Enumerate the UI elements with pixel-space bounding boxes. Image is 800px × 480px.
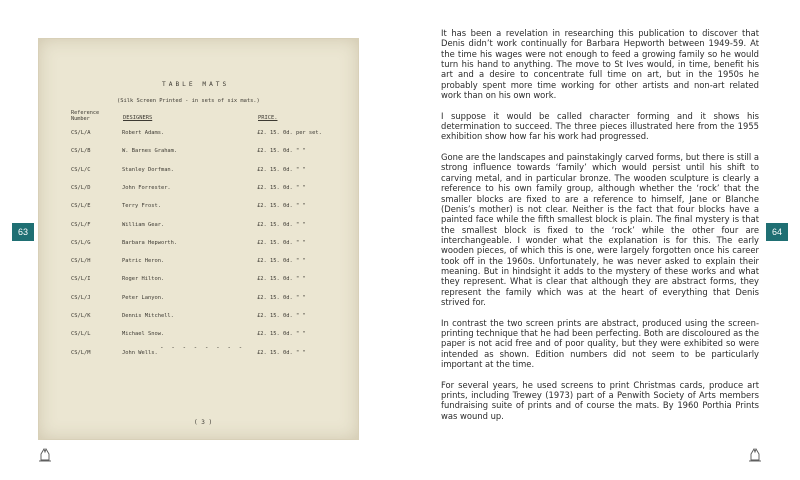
document-subtitle: (Silk Screen Printed - in sets of six mats.) — [117, 98, 260, 104]
document-page-number: ( 3 ) — [194, 419, 213, 426]
designer-name: Patric Heron. — [122, 258, 165, 265]
designer-name: Dennis Mitchell. — [122, 313, 174, 319]
body-text-column — [441, 28, 759, 431]
reference-number: CS/L/D — [71, 184, 91, 191]
designer-name: Roger Hilton. — [122, 276, 165, 283]
reference-number-header: Reference Number — [71, 110, 100, 122]
price-list-row — [71, 222, 341, 234]
paragraph-5: For several years, he used screens to print Christmas cards, produce art prints, including Trewey (1973) part of a Penwith Society of Arts members fundraising suite of prints and of course the mats. By 1960 Porthia Prints was wound up. — [441, 379, 759, 421]
price-list-row — [71, 276, 341, 288]
price-value: £2. 15. 0d. " " — [257, 203, 306, 210]
logo-icon — [748, 446, 762, 462]
price-list-row — [71, 258, 341, 270]
designer-name: John Wells. — [122, 349, 158, 356]
price-list-row — [71, 240, 341, 252]
price-value: £2. 15. 0d. " " — [257, 276, 306, 283]
designer-name: Terry Frost. — [122, 203, 161, 210]
page-number-right: 64 — [766, 223, 788, 241]
reference-number: CS/L/B — [71, 148, 91, 155]
price-list-row — [71, 130, 341, 142]
price-list-row — [71, 185, 341, 197]
designer-name: Stanley Dorfman. — [122, 166, 174, 173]
reference-number: CS/L/J — [71, 294, 91, 301]
page-number-left: 63 — [12, 223, 34, 241]
reference-number: CS/L/L — [71, 331, 91, 338]
price-value: £2. 15. 0d. " " — [257, 239, 306, 246]
price-value: £2. 15. 0d. " " — [257, 166, 306, 173]
reference-number: CS/L/C — [71, 166, 91, 173]
document-title: TABLE MATS — [162, 81, 230, 88]
reference-number: CS/L/M — [71, 349, 91, 356]
price-value: £2. 15. 0d. " " — [257, 294, 306, 301]
price-value: £2. 15. 0d. " " — [257, 313, 306, 319]
price-value: £2. 15. 0d. per set. — [257, 130, 322, 136]
price-list-row — [71, 203, 341, 215]
price-list-row — [71, 167, 341, 179]
designer-name: John Forrester. — [122, 184, 171, 191]
price-value: £2. 15. 0d. " " — [257, 221, 306, 228]
price-list-row — [71, 331, 341, 343]
designer-name: Robert Adams. — [122, 130, 165, 136]
price-value: £2. 15. 0d. " " — [257, 349, 306, 356]
price-list-row — [71, 350, 341, 362]
price-value: £2. 15. 0d. " " — [257, 148, 306, 155]
price-list-row — [71, 313, 341, 325]
price-value: £2. 15. 0d. " " — [257, 184, 306, 191]
paragraph-3: Gone are the landscapes and painstakingly carved forms, but there is still a strong influence towards ‘family’ which would persist until his shift to carving metal, and in particular bronze. The wooden sculpture is clearly a reference to his own family group, although whether the ‘rock’ that the smaller blocks are fixed to are a reference to himself, Jane or Blanche (Denis’s mother) is not clear. Neither is the fact that four blocks have a painted face while the fifth smallest block is plain. The final mystery is that the smallest block is fixed to the ‘rock’ while the other four are interchangeable. I wonder what the explanation is for this. The early wooden pieces, of which this is one, were largely forgotten once his career took off in the 1960s. Unfortunately, he was never asked to explain their meaning. But in hindsight it adds to the mystery of these works and what they represent. What is clear that although they are abstract forms, they represent the family which was at the heart of everything that Denis strived for. — [441, 152, 759, 307]
logo-icon — [38, 446, 52, 462]
designer-name: Barbara Hepworth. — [122, 239, 178, 246]
designer-name: W. Barnes Graham. — [122, 148, 178, 155]
paragraph-1: It has been a revelation in researching this publication to discover that Denis didn’t work continually for Barbara Hepworth between 1949-59. At the time his wages were not enough to feed a growing family so he would turn his hand to anything. The move to St Ives would, in time, benefit his art and a desire to concentrate full time on art, but in the 1950s he probably spent more time working for other artists and non-art related work than on his own work. — [441, 28, 759, 101]
price-value: £2. 15. 0d. " " — [257, 331, 306, 338]
reference-number: CS/L/I — [71, 276, 91, 283]
paragraph-2: I suppose it would be called character forming and it shows his determination to succeed. The three pieces illustrated here from the 1955 exhibition show how far his work had progressed. — [441, 110, 759, 142]
reference-number: CS/L/F — [71, 221, 91, 228]
reference-number: CS/L/G — [71, 239, 91, 246]
price-list-row — [71, 148, 341, 160]
designer-name: William Gear. — [122, 221, 165, 228]
price-list-row — [71, 295, 341, 307]
paragraph-4: In contrast the two screen prints are abstract, produced using the screen-printing technique that he had been perfecting. Both are discoloured as the paper is not acid free and of poor quality, but they were exhibited so were intended as shown. Edition numbers did not seem to be particularly important at the time. — [441, 317, 759, 369]
reference-number: CS/L/E — [71, 203, 91, 210]
reference-number: CS/L/A — [71, 130, 91, 136]
reference-number: CS/L/H — [71, 258, 91, 265]
reference-number: CS/L/K — [71, 313, 91, 319]
dash-separator: - - - - - - - - — [160, 344, 245, 351]
designer-name: Peter Lanyon. — [122, 294, 165, 301]
designers-header: DESIGNERS — [123, 115, 153, 121]
price-header: PRICE. — [258, 115, 278, 121]
price-value: £2. 15. 0d. " " — [257, 258, 306, 265]
designer-name: Michael Snow. — [122, 331, 165, 338]
